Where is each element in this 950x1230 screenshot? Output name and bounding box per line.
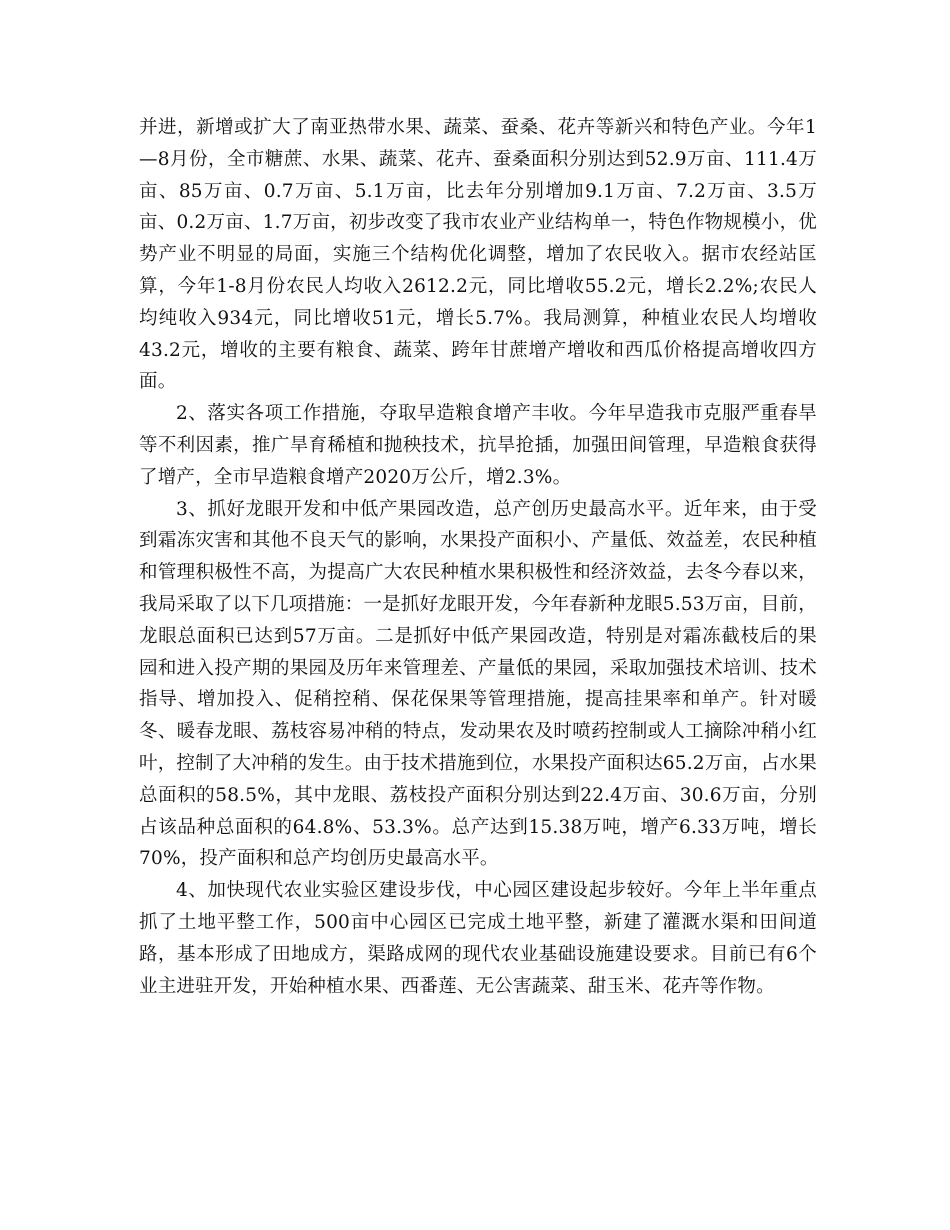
paragraph-item-4: 4、加快现代农业实验区建设步伐，中心园区建设起步较好。今年上半年重点抓了土地平整工作，500亩中心园区已完成土地平整，新建了灌溉水渠和田间道路，基本形成了田地成方，渠路成网的现代农业基础设施建设要求。目前已有6个业主进驻开发，开始种植水果、西番莲、无公害蔬菜、甜玉米、花卉等作物。	[139, 880, 817, 997]
paragraph-item-2: 2、落实各项工作措施，夺取早造粮食增产丰收。今年早造我市克服严重春旱等不利因素，推广旱育稀植和抛秧技术，抗旱抢插，加强田间管理，早造粮食获得了增产，全市早造粮食增产2020万公斤，增2.3%。	[139, 403, 817, 488]
paragraph-item-3: 3、抓好龙眼开发和中低产果园改造，总产创历史最高水平。近年来，由于受到霜冻灾害和其他不良天气的影响，水果投产面积小、产量低、效益差，农民种植和管理积极性不高，为提高广大农民种植水果积极性和经济效益，去冬今春以来，我局采取了以下几项措施：一是抓好龙眼开发，今年春新种龙眼5.53万亩，目前，龙眼总面积已达到57万亩。二是抓好中低产果园改造，特别是对霜冻截枝后的果园和进入投产期的果园及历年来管理差、产量低的果园，采取加强技术培训、技术指导、增加投入、促稍控稍、保花保果等管理措施，提高挂果率和单产。针对暖冬、暖春龙眼、荔枝容易冲稍的特点，发动果农及时喷药控制或人工摘除冲稍小红叶，控制了大冲稍的发生。由于技术措施到位，水果投产面积达65.2万亩，占水果总面积的58.5%，其中龙眼、荔枝投产面积分别达到22.4万亩、30.6万亩，分别占该品种总面积的64.8%、53.3%。总产达到15.38万吨，增产6.33万吨，增长70%，投产面积和总产均创历史最高水平。	[139, 498, 817, 870]
document-body	[139, 112, 817, 1002]
paragraph-continuation: 并进，新增或扩大了南亚热带水果、蔬菜、蚕桑、花卉等新兴和特色产业。今年1—8月份，全市糖蔗、水果、蔬菜、花卉、蚕桑面积分别达到52.9万亩、111.4万亩、85万亩、0.7万亩、5.1万亩，比去年分别增加9.1万亩、7.2万亩、3.5万亩、0.2万亩、1.7万亩，初步改变了我市农业产业结构单一，特色作物规模小，优势产业不明显的局面，实施三个结构优化调整，增加了农民收入。据市农经站匡算，今年1-8月份农民人均收入2612.2元，同比增收55.2元，增长2.2%;农民人均纯收入934元，同比增收51元，增长5.7%。我局测算，种植业农民人均增收43.2元，增收的主要有粮食、蔬菜、跨年甘蔗增产增收和西瓜价格提高增收四方面。	[139, 117, 817, 393]
